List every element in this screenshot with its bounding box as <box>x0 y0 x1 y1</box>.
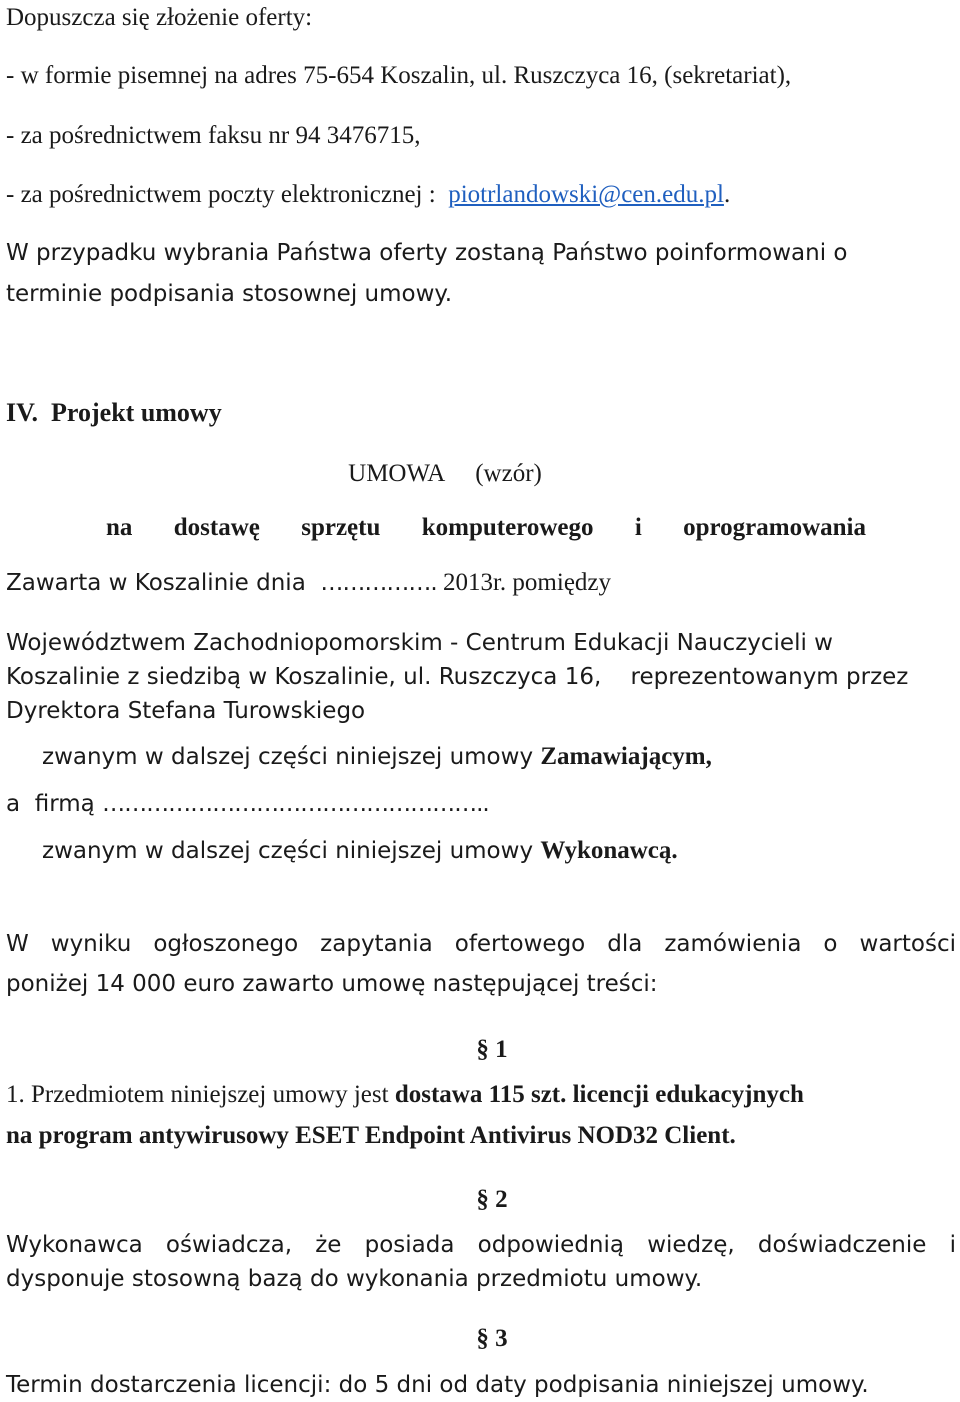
party1-line-2 <box>6 662 908 692</box>
submission-intro: Dopuszcza się złożenie oferty: <box>6 4 313 31</box>
party2-prefix: a firmą <box>6 791 103 817</box>
paragraph-2-mark: § 2 <box>476 1186 508 1213</box>
section-title: Projekt umowy <box>51 398 222 427</box>
party2-role-prefix: zwanym w dalszej części niniejszej umowy <box>42 838 541 864</box>
submission-item-fax: - za pośrednictwem faksu nr 94 3476715, <box>6 122 421 149</box>
section-heading <box>6 398 222 428</box>
section-number: IV. <box>6 398 39 427</box>
email-link[interactable]: piotrlandowski@cen.edu.pl <box>448 181 724 208</box>
party1-line-2-text: Koszalinie z siedzibą w Koszalinie, ul. Ruszczyca 16, reprezentowanym przez <box>6 664 909 690</box>
party2-dots: …………………………………………….. <box>102 791 489 817</box>
contract-date-line <box>6 568 611 598</box>
paragraph-2-line-1: Wykonawca oświadcza, że posiada odpowiednią wiedzę, doświadczenie i <box>6 1232 956 1258</box>
contract-subheading: na dostawę sprzętu komputerowego i oprogramowania <box>106 514 866 541</box>
contract-heading: UMOWA (wzór) <box>348 460 542 487</box>
preamble-line-1: W wyniku ogłoszonego zapytania ofertowego dla zamówienia o wartości <box>6 931 956 957</box>
paragraph-1-mark: § 1 <box>476 1036 508 1063</box>
paragraph-1-plain: 1. Przedmiotem niniejszej umowy jest <box>6 1081 395 1108</box>
date-dots: ……………. <box>320 570 437 596</box>
date-suffix: 2013r. pomiędzy <box>436 569 612 596</box>
submission-email-prefix: - za pośrednictwem poczty elektronicznej : <box>6 181 436 208</box>
paragraph-2-line-2: dysponuje stosowną bazą do wykonania przedmiotu umowy. <box>6 1266 703 1292</box>
paragraph-1-line-1 <box>6 1080 804 1110</box>
party1-role-name: Zamawiającym, <box>540 743 712 770</box>
party2-line <box>6 789 489 819</box>
preamble-line-2: poniżej 14 000 euro zawarto umowę następującej treści: <box>6 971 658 997</box>
party1-line-3: Dyrektora Stefana Turowskiego <box>6 698 366 724</box>
paragraph-1-line-2: na program antywirusowy ESET Endpoint Antivirus NOD32 Client. <box>6 1122 736 1149</box>
submission-item-email <box>6 180 730 210</box>
party1-role <box>42 742 712 772</box>
notice-line-2: terminie podpisania stosownej umowy. <box>6 281 453 307</box>
party1-role-prefix: zwanym w dalszej części niniejszej umowy <box>42 744 541 770</box>
paragraph-3-line-1: Termin dostarczenia licencji: do 5 dni od daty podpisania niniejszej umowy. <box>6 1372 869 1398</box>
submission-email-suffix: . <box>723 181 731 208</box>
paragraph-1-bold: dostawa 115 szt. licencji edukacyjnych <box>394 1081 804 1108</box>
party1-line-1: Województwem Zachodniopomorskim - Centrum Edukacji Nauczycieli w <box>6 630 833 656</box>
date-prefix: Zawarta w Koszalinie dnia <box>6 570 306 596</box>
notice-line-1: W przypadku wybrania Państwa oferty zostaną Państwo poinformowani o <box>6 240 848 266</box>
paragraph-3-mark: § 3 <box>476 1325 508 1352</box>
party2-role <box>42 836 678 866</box>
submission-item-postal: - w formie pisemnej na adres 75-654 Koszalin, ul. Ruszczyca 16, (sekretariat), <box>6 62 792 89</box>
party2-role-name: Wykonawcą. <box>540 837 678 864</box>
